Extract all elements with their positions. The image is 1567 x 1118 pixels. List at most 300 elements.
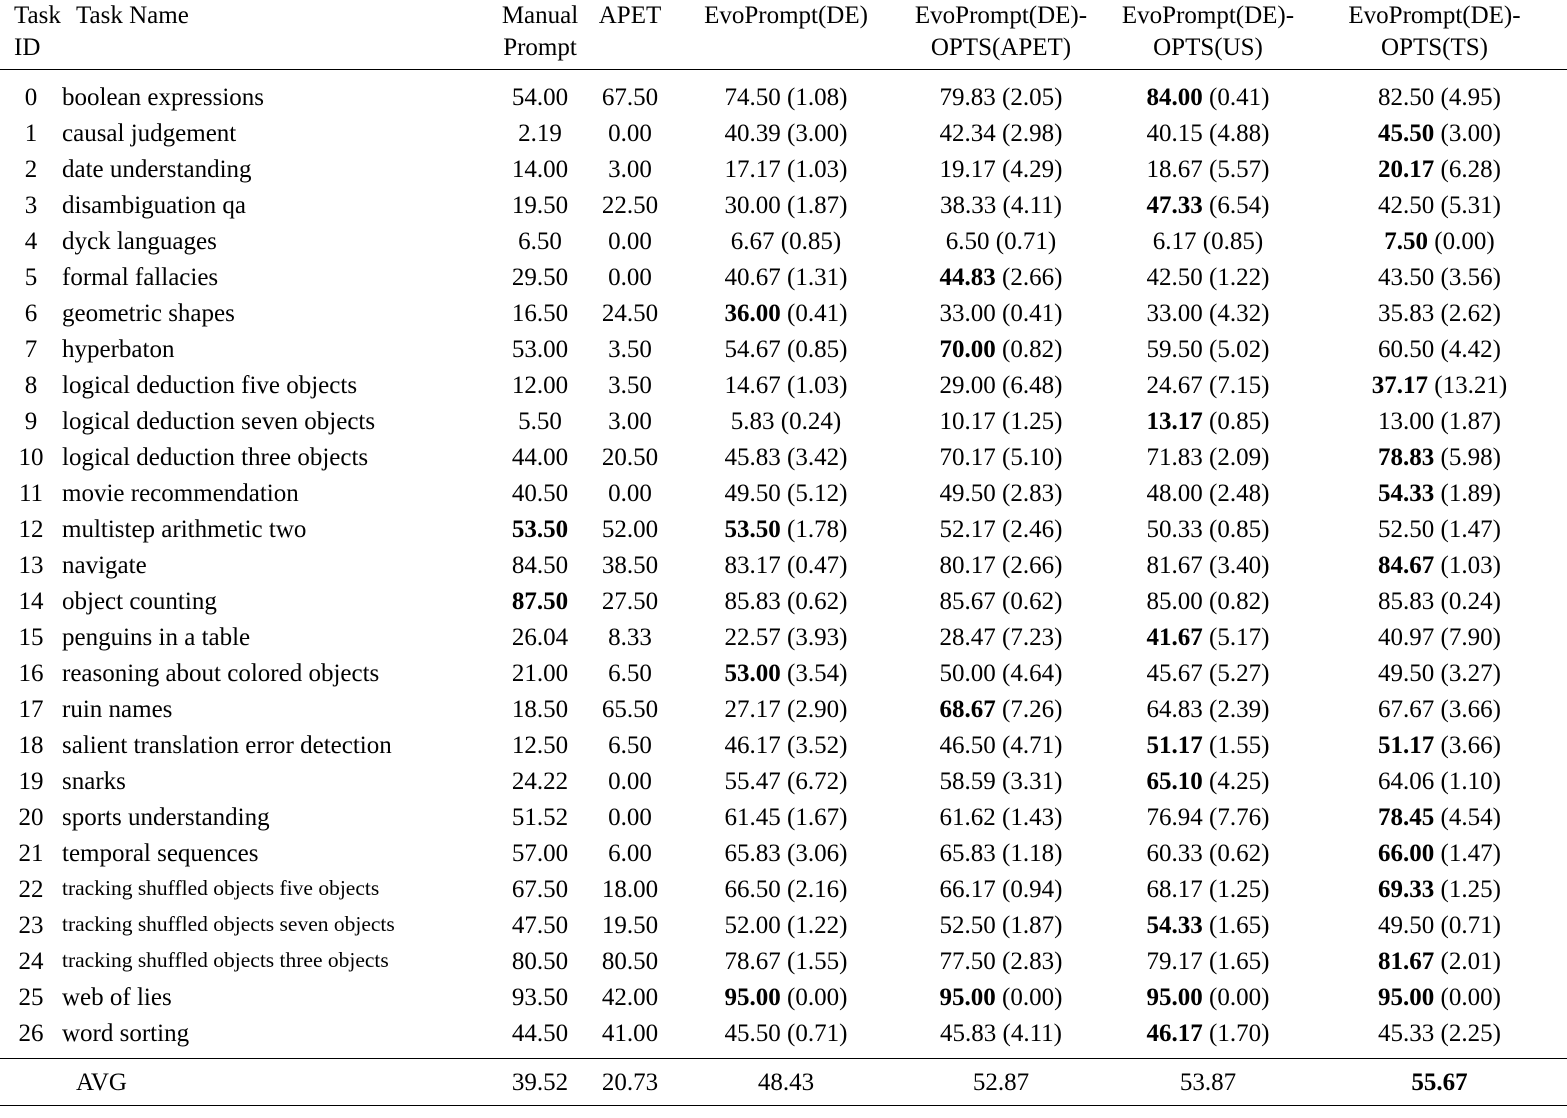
cell-evoprompt-de-mean: 54.67 [724, 335, 781, 363]
column-header-opts-us-line1: EvoPrompt(DE)- [1121, 2, 1295, 29]
table-header [0, 0, 1567, 70]
cell-opts-us-mean: 48.00 [1146, 479, 1203, 507]
cell-avg-manual-prompt: 39.52 [511, 1068, 569, 1096]
table-row [0, 835, 1567, 871]
cell-opts-ts-mean: 69.33 [1378, 875, 1435, 903]
table-row [0, 331, 1567, 367]
cell-opts-ts-std: (3.66) [1434, 695, 1501, 723]
cell-task-id: 22 [18, 875, 44, 903]
cell-evoprompt-de-mean: 53.00 [724, 659, 781, 687]
cell-evoprompt-de-std: (1.67) [780, 803, 848, 831]
cell-evoprompt-de-mean: 17.17 [724, 155, 781, 183]
table-row [0, 583, 1567, 619]
cell-apet: 0.00 [608, 767, 652, 795]
column-header-manual-prompt-line2: Prompt [503, 33, 577, 61]
cell-evoprompt-de [674, 547, 898, 583]
cell-opts-ts [1312, 151, 1567, 187]
cell-evoprompt-de-std: (3.42) [780, 443, 848, 471]
cell-task-name: ruin names [62, 695, 173, 723]
cell-opts-ts-std: (0.00) [1434, 983, 1501, 1011]
cell-apet: 27.50 [601, 587, 659, 615]
cell-opts-apet-mean: 66.17 [939, 875, 996, 903]
cell-opts-ts-mean: 82.50 [1378, 83, 1435, 111]
cell-manual-prompt: 80.50 [511, 947, 569, 975]
cell-opts-ts-mean: 35.83 [1378, 299, 1435, 327]
cell-opts-us-mean: 84.00 [1146, 83, 1203, 111]
cell-task-name: multistep arithmetic two [62, 515, 307, 543]
cell-evoprompt-de-mean: 22.57 [724, 623, 781, 651]
cell-opts-us-mean: 6.17 [1152, 227, 1197, 255]
cell-opts-us-mean: 47.33 [1146, 191, 1203, 219]
cell-task-id: 5 [24, 263, 38, 291]
cell-evoprompt-de-std: (3.93) [780, 623, 848, 651]
cell-opts-apet [898, 871, 1104, 907]
cell-opts-apet-std: (4.71) [995, 731, 1063, 759]
cell-opts-us-mean: 42.50 [1146, 263, 1203, 291]
cell-opts-apet-mean: 33.00 [939, 299, 996, 327]
cell-opts-ts-std: (1.89) [1434, 479, 1501, 507]
cell-opts-apet-std: (7.23) [995, 623, 1063, 651]
cell-task-id: 10 [18, 443, 44, 471]
cell-evoprompt-de-mean: 36.00 [724, 299, 781, 327]
cell-opts-apet [898, 547, 1104, 583]
cell-opts-apet-mean: 58.59 [939, 767, 996, 795]
cell-opts-us [1104, 583, 1312, 619]
cell-opts-us [1104, 403, 1312, 439]
cell-opts-apet-mean: 6.50 [945, 227, 990, 255]
cell-manual-prompt: 18.50 [511, 695, 569, 723]
table-row [0, 439, 1567, 475]
cell-evoprompt-de [674, 259, 898, 295]
cell-opts-us-std: (5.02) [1202, 335, 1270, 363]
cell-opts-us [1104, 619, 1312, 655]
cell-evoprompt-de-std: (2.90) [780, 695, 848, 723]
cell-opts-us-std: (1.70) [1202, 1019, 1270, 1047]
cell-task-name: navigate [62, 551, 147, 579]
cell-task-id: 0 [24, 83, 38, 111]
cell-manual-prompt: 40.50 [511, 479, 569, 507]
cell-evoprompt-de-std: (0.71) [780, 1019, 848, 1047]
table-row [0, 691, 1567, 727]
cell-evoprompt-de [674, 223, 898, 259]
cell-opts-us [1104, 943, 1312, 979]
cell-evoprompt-de-mean: 66.50 [724, 875, 781, 903]
cell-opts-apet-std: (0.94) [995, 875, 1063, 903]
cell-manual-prompt: 5.50 [518, 407, 562, 435]
column-header-opts-ts-line2: OPTS(TS) [1381, 33, 1488, 61]
cell-evoprompt-de-mean: 49.50 [724, 479, 781, 507]
cell-opts-apet [898, 943, 1104, 979]
cell-opts-us [1104, 223, 1312, 259]
cell-opts-us-std: (0.41) [1202, 83, 1270, 111]
cell-opts-ts [1312, 619, 1567, 655]
cell-evoprompt-de-mean: 53.50 [724, 515, 781, 543]
cell-task-name: disambiguation qa [62, 191, 246, 219]
cell-apet: 6.50 [608, 659, 652, 687]
cell-avg-opts-apet: 52.87 [972, 1068, 1030, 1096]
cell-opts-us-mean: 24.67 [1146, 371, 1203, 399]
cell-opts-us [1104, 295, 1312, 331]
cell-opts-us [1104, 439, 1312, 475]
cell-opts-ts [1312, 331, 1567, 367]
cell-opts-apet [898, 223, 1104, 259]
cell-manual-prompt: 44.00 [511, 443, 569, 471]
cell-manual-prompt: 14.00 [511, 155, 569, 183]
cell-opts-ts [1312, 187, 1567, 223]
cell-opts-ts-mean: 45.50 [1378, 119, 1435, 147]
table-row [0, 907, 1567, 943]
cell-evoprompt-de-mean: 74.50 [724, 83, 781, 111]
cell-apet: 6.00 [608, 839, 652, 867]
cell-opts-apet-std: (4.29) [995, 155, 1063, 183]
cell-apet: 42.00 [601, 983, 659, 1011]
cell-opts-apet-mean: 80.17 [939, 551, 996, 579]
cell-apet: 20.50 [601, 443, 659, 471]
cell-opts-ts-mean: 78.83 [1378, 443, 1435, 471]
cell-evoprompt-de [674, 475, 898, 511]
cell-task-id: 26 [18, 1019, 44, 1047]
table-row [0, 223, 1567, 259]
cell-opts-ts-std: (3.66) [1434, 731, 1501, 759]
cell-evoprompt-de [674, 331, 898, 367]
cell-opts-apet-std: (0.00) [995, 983, 1063, 1011]
cell-opts-apet-mean: 77.50 [939, 947, 996, 975]
cell-task-name: sports understanding [62, 803, 270, 831]
cell-task-name: tracking shuffled objects three objects [62, 948, 389, 973]
cell-opts-apet-mean: 70.17 [939, 443, 996, 471]
cell-opts-apet [898, 691, 1104, 727]
cell-opts-us-mean: 65.10 [1146, 767, 1203, 795]
cell-opts-apet-std: (2.83) [995, 947, 1063, 975]
cell-apet: 41.00 [601, 1019, 659, 1047]
cell-apet: 65.50 [601, 695, 659, 723]
column-header-apet [586, 0, 674, 70]
cell-task-id: 8 [24, 371, 38, 399]
cell-evoprompt-de [674, 691, 898, 727]
cell-opts-apet-mean: 85.67 [939, 587, 996, 615]
column-header-evoprompt-de-opts-us [1104, 0, 1312, 70]
cell-opts-us [1104, 1015, 1312, 1051]
cell-task-id: 20 [18, 803, 44, 831]
cell-manual-prompt: 44.50 [511, 1019, 569, 1047]
cell-opts-us-mean: 50.33 [1146, 515, 1203, 543]
cell-manual-prompt: 54.00 [511, 83, 569, 111]
cell-opts-ts-mean: 64.06 [1378, 767, 1435, 795]
cell-opts-ts [1312, 583, 1567, 619]
cell-evoprompt-de-std: (1.55) [780, 947, 848, 975]
cell-apet: 3.50 [608, 371, 652, 399]
cell-opts-apet [898, 187, 1104, 223]
cell-task-name: dyck languages [62, 227, 217, 255]
cell-apet: 22.50 [601, 191, 659, 219]
cell-apet: 18.00 [601, 875, 659, 903]
cell-evoprompt-de [674, 403, 898, 439]
cell-evoprompt-de [674, 943, 898, 979]
cell-manual-prompt: 93.50 [511, 983, 569, 1011]
cell-evoprompt-de [674, 907, 898, 943]
cell-manual-prompt: 12.00 [511, 371, 569, 399]
cell-opts-us-std: (2.09) [1202, 443, 1270, 471]
cell-evoprompt-de-std: (0.24) [774, 407, 842, 435]
table-row [0, 79, 1567, 115]
cell-opts-apet [898, 511, 1104, 547]
cell-opts-ts [1312, 979, 1567, 1015]
cell-opts-apet [898, 295, 1104, 331]
cell-opts-us-std: (5.57) [1202, 155, 1270, 183]
cell-opts-us [1104, 367, 1312, 403]
cell-evoprompt-de-mean: 30.00 [724, 191, 781, 219]
cell-evoprompt-de-std: (0.85) [780, 335, 848, 363]
cell-evoprompt-de [674, 619, 898, 655]
cell-opts-ts [1312, 475, 1567, 511]
cell-opts-ts-mean: 84.67 [1378, 551, 1435, 579]
cell-manual-prompt: 47.50 [511, 911, 569, 939]
table-row [0, 151, 1567, 187]
cell-manual-prompt: 16.50 [511, 299, 569, 327]
cell-apet: 8.33 [608, 623, 652, 651]
cell-evoprompt-de-std: (1.03) [780, 371, 848, 399]
cell-evoprompt-de-mean: 45.50 [724, 1019, 781, 1047]
cell-opts-us-mean: 33.00 [1146, 299, 1203, 327]
cell-evoprompt-de-std: (1.78) [780, 515, 848, 543]
cell-task-name: geometric shapes [62, 299, 235, 327]
column-header-opts-apet-line2: OPTS(APET) [930, 33, 1072, 61]
cell-opts-us [1104, 907, 1312, 943]
cell-opts-ts-std: (5.31) [1434, 191, 1501, 219]
cell-opts-apet-mean: 38.33 [940, 191, 997, 219]
cell-opts-ts-std: (5.98) [1434, 443, 1501, 471]
cell-opts-us-std: (6.54) [1202, 191, 1270, 219]
cell-opts-ts-std: (1.47) [1434, 839, 1501, 867]
cell-opts-apet-std: (4.11) [996, 191, 1062, 219]
cell-opts-ts-std: (4.95) [1434, 83, 1501, 111]
cell-task-name: penguins in a table [62, 623, 251, 651]
cell-opts-us [1104, 691, 1312, 727]
cell-opts-us-mean: 46.17 [1146, 1019, 1203, 1047]
cell-task-id: 24 [18, 947, 44, 975]
cell-opts-ts [1312, 367, 1567, 403]
cell-opts-ts-mean: 52.50 [1378, 515, 1435, 543]
cell-evoprompt-de-std: (3.52) [780, 731, 848, 759]
cell-evoprompt-de [674, 835, 898, 871]
cell-manual-prompt: 24.22 [511, 767, 569, 795]
cell-opts-ts [1312, 727, 1567, 763]
cell-avg-opts-us: 53.87 [1179, 1068, 1237, 1096]
cell-opts-us-std: (0.85) [1202, 515, 1270, 543]
cell-opts-us-std: (0.85) [1196, 227, 1264, 255]
cell-apet: 3.00 [608, 407, 652, 435]
cell-apet: 24.50 [601, 299, 659, 327]
cell-opts-us [1104, 331, 1312, 367]
cell-opts-ts-mean: 54.33 [1378, 479, 1435, 507]
cell-evoprompt-de [674, 799, 898, 835]
cell-task-id: 4 [24, 227, 38, 255]
cell-opts-ts-mean: 40.97 [1378, 623, 1435, 651]
cell-opts-ts [1312, 223, 1567, 259]
cell-evoprompt-de-mean: 55.47 [724, 767, 781, 795]
cell-evoprompt-de-std: (5.12) [780, 479, 848, 507]
cell-opts-ts [1312, 799, 1567, 835]
cell-apet: 80.50 [601, 947, 659, 975]
table-row [0, 727, 1567, 763]
cell-opts-us-mean: 18.67 [1146, 155, 1203, 183]
cell-evoprompt-de [674, 871, 898, 907]
cell-opts-ts-std: (13.21) [1428, 371, 1508, 399]
cell-opts-us [1104, 835, 1312, 871]
cell-opts-us [1104, 799, 1312, 835]
column-header-task-id-line1: Task [14, 2, 61, 29]
cell-apet: 52.00 [601, 515, 659, 543]
cell-manual-prompt: 53.00 [511, 335, 569, 363]
cell-evoprompt-de-mean: 95.00 [724, 983, 781, 1011]
cell-opts-us-mean: 51.17 [1146, 731, 1203, 759]
cell-opts-apet-mean: 61.62 [939, 803, 996, 831]
cell-opts-us-mean: 68.17 [1146, 875, 1203, 903]
cell-evoprompt-de [674, 439, 898, 475]
table-row [0, 619, 1567, 655]
cell-opts-us-mean: 40.15 [1146, 119, 1203, 147]
cell-opts-ts [1312, 547, 1567, 583]
cell-opts-ts-mean: 43.50 [1378, 263, 1435, 291]
cell-evoprompt-de-std: (1.87) [780, 191, 848, 219]
cell-task-name: tracking shuffled objects five objects [62, 876, 380, 901]
cell-evoprompt-de-mean: 78.67 [724, 947, 781, 975]
cell-opts-us-mean: 13.17 [1146, 407, 1203, 435]
table-row [0, 799, 1567, 835]
cell-opts-apet-mean: 68.67 [939, 695, 996, 723]
cell-evoprompt-de [674, 187, 898, 223]
cell-task-name: snarks [62, 767, 126, 795]
header-row [0, 0, 1567, 70]
cell-opts-apet-mean: 79.83 [939, 83, 996, 111]
cell-opts-ts [1312, 439, 1567, 475]
cell-opts-ts [1312, 835, 1567, 871]
cell-opts-ts-std: (4.42) [1434, 335, 1501, 363]
cell-task-name: logical deduction three objects [62, 443, 369, 471]
cell-opts-apet [898, 583, 1104, 619]
cell-opts-ts-mean: 78.45 [1378, 803, 1435, 831]
cell-evoprompt-de-mean: 27.17 [724, 695, 781, 723]
table-row [0, 655, 1567, 691]
cell-opts-apet [898, 1015, 1104, 1051]
column-header-evoprompt-de-opts-ts [1312, 0, 1567, 70]
cell-opts-ts-std: (7.90) [1434, 623, 1501, 651]
cell-evoprompt-de-mean: 52.00 [724, 911, 781, 939]
cell-opts-us-std: (7.76) [1202, 803, 1270, 831]
cell-manual-prompt: 2.19 [518, 119, 562, 147]
cell-opts-apet-mean: 52.50 [939, 911, 996, 939]
cell-evoprompt-de-std: (1.22) [780, 911, 848, 939]
cell-evoprompt-de [674, 583, 898, 619]
cell-opts-apet-std: (0.71) [989, 227, 1057, 255]
cell-opts-ts-mean: 67.67 [1378, 695, 1435, 723]
cell-opts-us-mean: 71.83 [1146, 443, 1203, 471]
table-row [0, 979, 1567, 1015]
cell-evoprompt-de-std: (1.31) [780, 263, 848, 291]
cell-opts-ts-std: (3.56) [1434, 263, 1501, 291]
cell-opts-us [1104, 655, 1312, 691]
cell-opts-ts [1312, 511, 1567, 547]
cell-evoprompt-de-std: (3.00) [780, 119, 848, 147]
cell-evoprompt-de-std: (2.16) [780, 875, 848, 903]
cell-evoprompt-de-std: (0.47) [780, 551, 848, 579]
cell-opts-apet [898, 367, 1104, 403]
cell-evoprompt-de-mean: 83.17 [724, 551, 781, 579]
cell-opts-ts-std: (1.47) [1434, 515, 1501, 543]
cell-manual-prompt: 53.50 [511, 515, 569, 543]
cell-opts-ts [1312, 907, 1567, 943]
cell-avg-apet: 20.73 [601, 1068, 659, 1096]
cell-opts-us-std: (1.55) [1202, 731, 1270, 759]
cell-opts-ts [1312, 655, 1567, 691]
cell-task-id: 21 [18, 839, 44, 867]
cell-opts-us-std: (5.17) [1202, 623, 1270, 651]
cell-opts-us-mean: 85.00 [1146, 587, 1203, 615]
cell-opts-apet [898, 439, 1104, 475]
column-header-manual-prompt-line1: Manual [501, 2, 579, 29]
cell-apet: 0.00 [608, 263, 652, 291]
cell-opts-apet-mean: 49.50 [939, 479, 996, 507]
cell-task-id: 3 [24, 191, 38, 219]
cell-opts-ts-mean: 13.00 [1378, 407, 1435, 435]
column-header-opts-apet-line1: EvoPrompt(DE)- [914, 2, 1088, 29]
cell-opts-apet-std: (4.11) [996, 1019, 1062, 1047]
cell-opts-ts [1312, 763, 1567, 799]
cell-task-id: 7 [24, 335, 38, 363]
table-row [0, 943, 1567, 979]
cell-opts-us [1104, 511, 1312, 547]
cell-evoprompt-de [674, 763, 898, 799]
cell-opts-apet-mean: 28.47 [939, 623, 996, 651]
cell-opts-apet-std: (1.25) [995, 407, 1063, 435]
cell-apet: 67.50 [601, 83, 659, 111]
cell-opts-us-mean: 81.67 [1146, 551, 1203, 579]
table-row [0, 403, 1567, 439]
cell-opts-us-std: (0.82) [1202, 587, 1270, 615]
cell-opts-us-mean: 79.17 [1146, 947, 1203, 975]
cell-opts-apet-mean: 10.17 [939, 407, 996, 435]
cell-opts-ts-std: (2.25) [1434, 1019, 1501, 1047]
cell-opts-us [1104, 547, 1312, 583]
cell-opts-apet-mean: 95.00 [939, 983, 996, 1011]
cell-opts-us [1104, 979, 1312, 1015]
cell-evoprompt-de-mean: 14.67 [724, 371, 781, 399]
cell-evoprompt-de-std: (0.85) [774, 227, 842, 255]
cell-opts-us-mean: 45.67 [1146, 659, 1203, 687]
cell-avg-evoprompt-de: 48.43 [757, 1068, 815, 1096]
cell-opts-apet [898, 655, 1104, 691]
cell-opts-ts-mean: 81.67 [1378, 947, 1435, 975]
table-body [0, 70, 1567, 1107]
cell-task-name: causal judgement [62, 119, 237, 147]
cell-opts-apet-std: (7.26) [995, 695, 1063, 723]
cell-opts-us-std: (0.00) [1202, 983, 1270, 1011]
cell-opts-ts-mean: 37.17 [1371, 371, 1429, 399]
cell-apet: 0.00 [608, 227, 652, 255]
cell-evoprompt-de [674, 295, 898, 331]
cell-opts-apet-mean: 52.17 [939, 515, 996, 543]
column-header-manual-prompt [494, 0, 586, 70]
cell-task-name: movie recommendation [62, 479, 299, 507]
cell-apet: 0.00 [608, 479, 652, 507]
cell-apet: 3.00 [608, 155, 652, 183]
cell-opts-ts [1312, 115, 1567, 151]
cell-manual-prompt: 21.00 [511, 659, 569, 687]
cell-opts-ts [1312, 79, 1567, 115]
cell-opts-us-std: (7.15) [1202, 371, 1270, 399]
cell-opts-us [1104, 115, 1312, 151]
cell-opts-apet-std: (6.48) [995, 371, 1063, 399]
